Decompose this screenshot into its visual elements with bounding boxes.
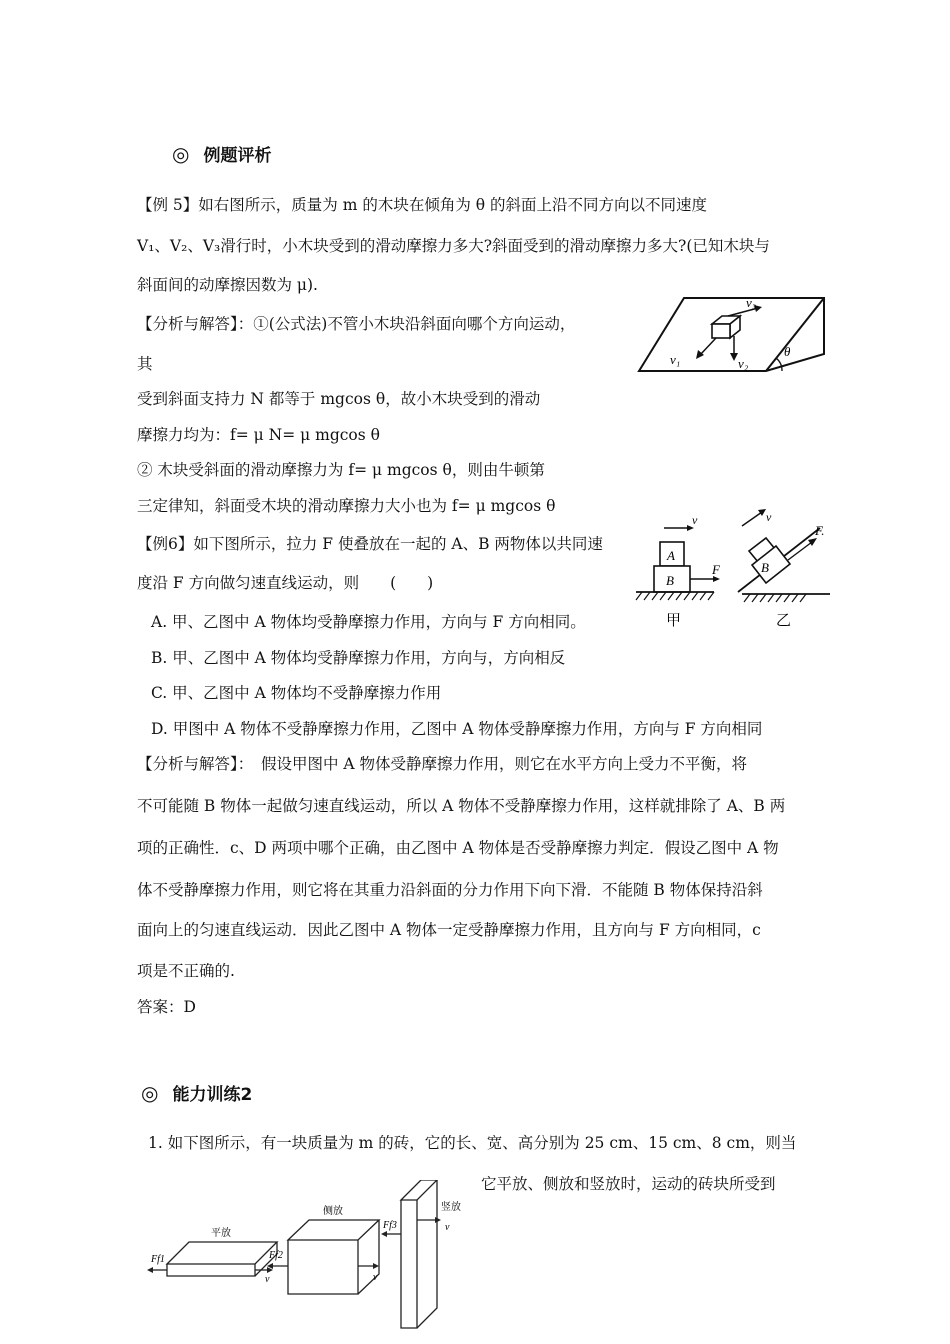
- option-b: B. 甲、乙图中 A 物体均受静摩擦力作用，方向与，方向相反: [151, 649, 566, 667]
- answer: 答案：D: [137, 998, 196, 1016]
- option-c: C. 甲、乙图中 A 物体均不受静摩擦力作用: [151, 684, 442, 702]
- section-title: 例题评析: [203, 146, 272, 166]
- v1-label: v₁: [670, 352, 681, 367]
- ex6-analysis-line: 项的正确性．c、D 两项中哪个正确，由乙图中 A 物体是否受静摩擦力判定．假设乙图中 A 物: [137, 839, 779, 857]
- ex5-analysis-line: 受到斜面支持力 N 都等于 mgcos θ，故小木块受到的滑动: [137, 390, 541, 408]
- ff2-label: Ff2: [269, 1250, 283, 1261]
- block-a-label: A: [667, 548, 675, 563]
- f-label-yi: F.: [815, 523, 825, 538]
- ex5-line: V₁、V₂、V₃滑行时，小木块受到的滑动摩擦力多大?斜面受到的滑动摩擦力多大?(已知木块与: [137, 237, 770, 255]
- ex5-line: 【例 5】如右图所示，质量为 m 的木块在倾角为 θ 的斜面上沿不同方向以不同速度: [137, 196, 708, 214]
- double-circle-icon: ◎: [141, 1081, 159, 1105]
- ex5-analysis-line: 摩擦力均为：f= μ N= μ mgcos θ: [137, 426, 380, 444]
- ex6-analysis-line: 体不受静摩擦力作用，则它将在其重力沿斜面的分力作用下向下滑．不能随 B 物体保持沿斜: [137, 881, 763, 899]
- v-label-flat: v: [265, 1274, 270, 1285]
- figure-jia-label: 甲: [666, 613, 682, 629]
- option-a: A. 甲、乙图中 A 物体均受静摩擦力作用，方向与 F 方向相同。: [151, 613, 586, 631]
- v-label-side: v: [373, 1272, 378, 1283]
- section-title: 能力训练2: [172, 1085, 253, 1105]
- bricks-figure: [145, 1180, 480, 1330]
- q1-line: 1. 如下图所示，有一块质量为 m 的砖，它的长、宽、高分别为 25 cm、15 cm、8 cm，则当: [148, 1134, 797, 1152]
- section-heading-training: [141, 1080, 252, 1105]
- ex6-analysis-line: 面向上的匀速直线运动．因此乙图中 A 物体一定受静摩擦力作用，且方向与 F 方向相同，c: [137, 921, 761, 939]
- ff3-label: Ff3: [383, 1220, 397, 1231]
- side-label: 侧放: [323, 1206, 343, 1217]
- v-label-yi: v: [766, 510, 772, 524]
- ex5-analysis-line: 三定律知，斜面受木块的滑动摩擦力大小也为 f= μ mgcos θ: [137, 497, 556, 515]
- section-heading-examples: [172, 141, 271, 166]
- ex5-analysis-line: 其: [137, 355, 153, 373]
- ex6-line: 度沿 F 方向做匀速直线运动，则 ( ): [137, 574, 434, 592]
- block-b-label-yi: B: [761, 560, 769, 575]
- figure-yi-label: 乙: [776, 613, 792, 629]
- stacked-blocks-figure: [634, 506, 834, 630]
- upright-brick: [401, 1180, 437, 1200]
- f-label: F: [712, 562, 720, 577]
- ex6-line: 【例6】如下图所示，拉力 F 使叠放在一起的 A、B 两物体以共同速: [137, 535, 603, 553]
- ex5-line: 斜面间的动摩擦因数为 μ).: [137, 276, 318, 294]
- upright-label: 竖放: [441, 1202, 461, 1213]
- ex5-analysis-line: ② 木块受斜面的滑动摩擦力为 f= μ mgcos θ，则由牛顿第: [137, 461, 545, 479]
- ex6-analysis-line: 项是不正确的.: [137, 962, 235, 980]
- ex5-analysis-line: 【分析与解答】：①(公式法)不管小木块沿斜面向哪个方向运动，: [137, 315, 576, 333]
- incline-block-figure: [636, 292, 832, 374]
- block-b-label: B: [666, 573, 674, 588]
- v3-label: v₃: [746, 295, 757, 310]
- ex6-analysis-line: 不可能随 B 物体一起做匀速直线运动，所以 A 物体不受静摩擦力作用，这样就排除了 A、B 两: [137, 797, 786, 815]
- ex6-analysis-line: 【分析与解答】： 假设甲图中 A 物体受静摩擦力作用，则它在水平方向上受力不平衡，将: [137, 755, 748, 773]
- double-circle-icon: ◎: [172, 142, 190, 166]
- v-label: v: [692, 513, 698, 527]
- theta-label: θ: [784, 344, 791, 359]
- flat-brick: [167, 1242, 277, 1264]
- flat-label: 平放: [211, 1228, 231, 1239]
- v-label-upright: v: [445, 1222, 450, 1233]
- ff1-label: Ff1: [151, 1254, 165, 1265]
- side-brick: [288, 1220, 379, 1240]
- q1-line: 它平放、侧放和竖放时，运动的砖块所受到: [481, 1175, 776, 1193]
- option-d: D. 甲图中 A 物体不受静摩擦力作用，乙图中 A 物体受静摩擦力作用，方向与 F 方向相同: [151, 720, 763, 738]
- v2-label: v₂: [738, 356, 749, 371]
- block: [712, 316, 740, 338]
